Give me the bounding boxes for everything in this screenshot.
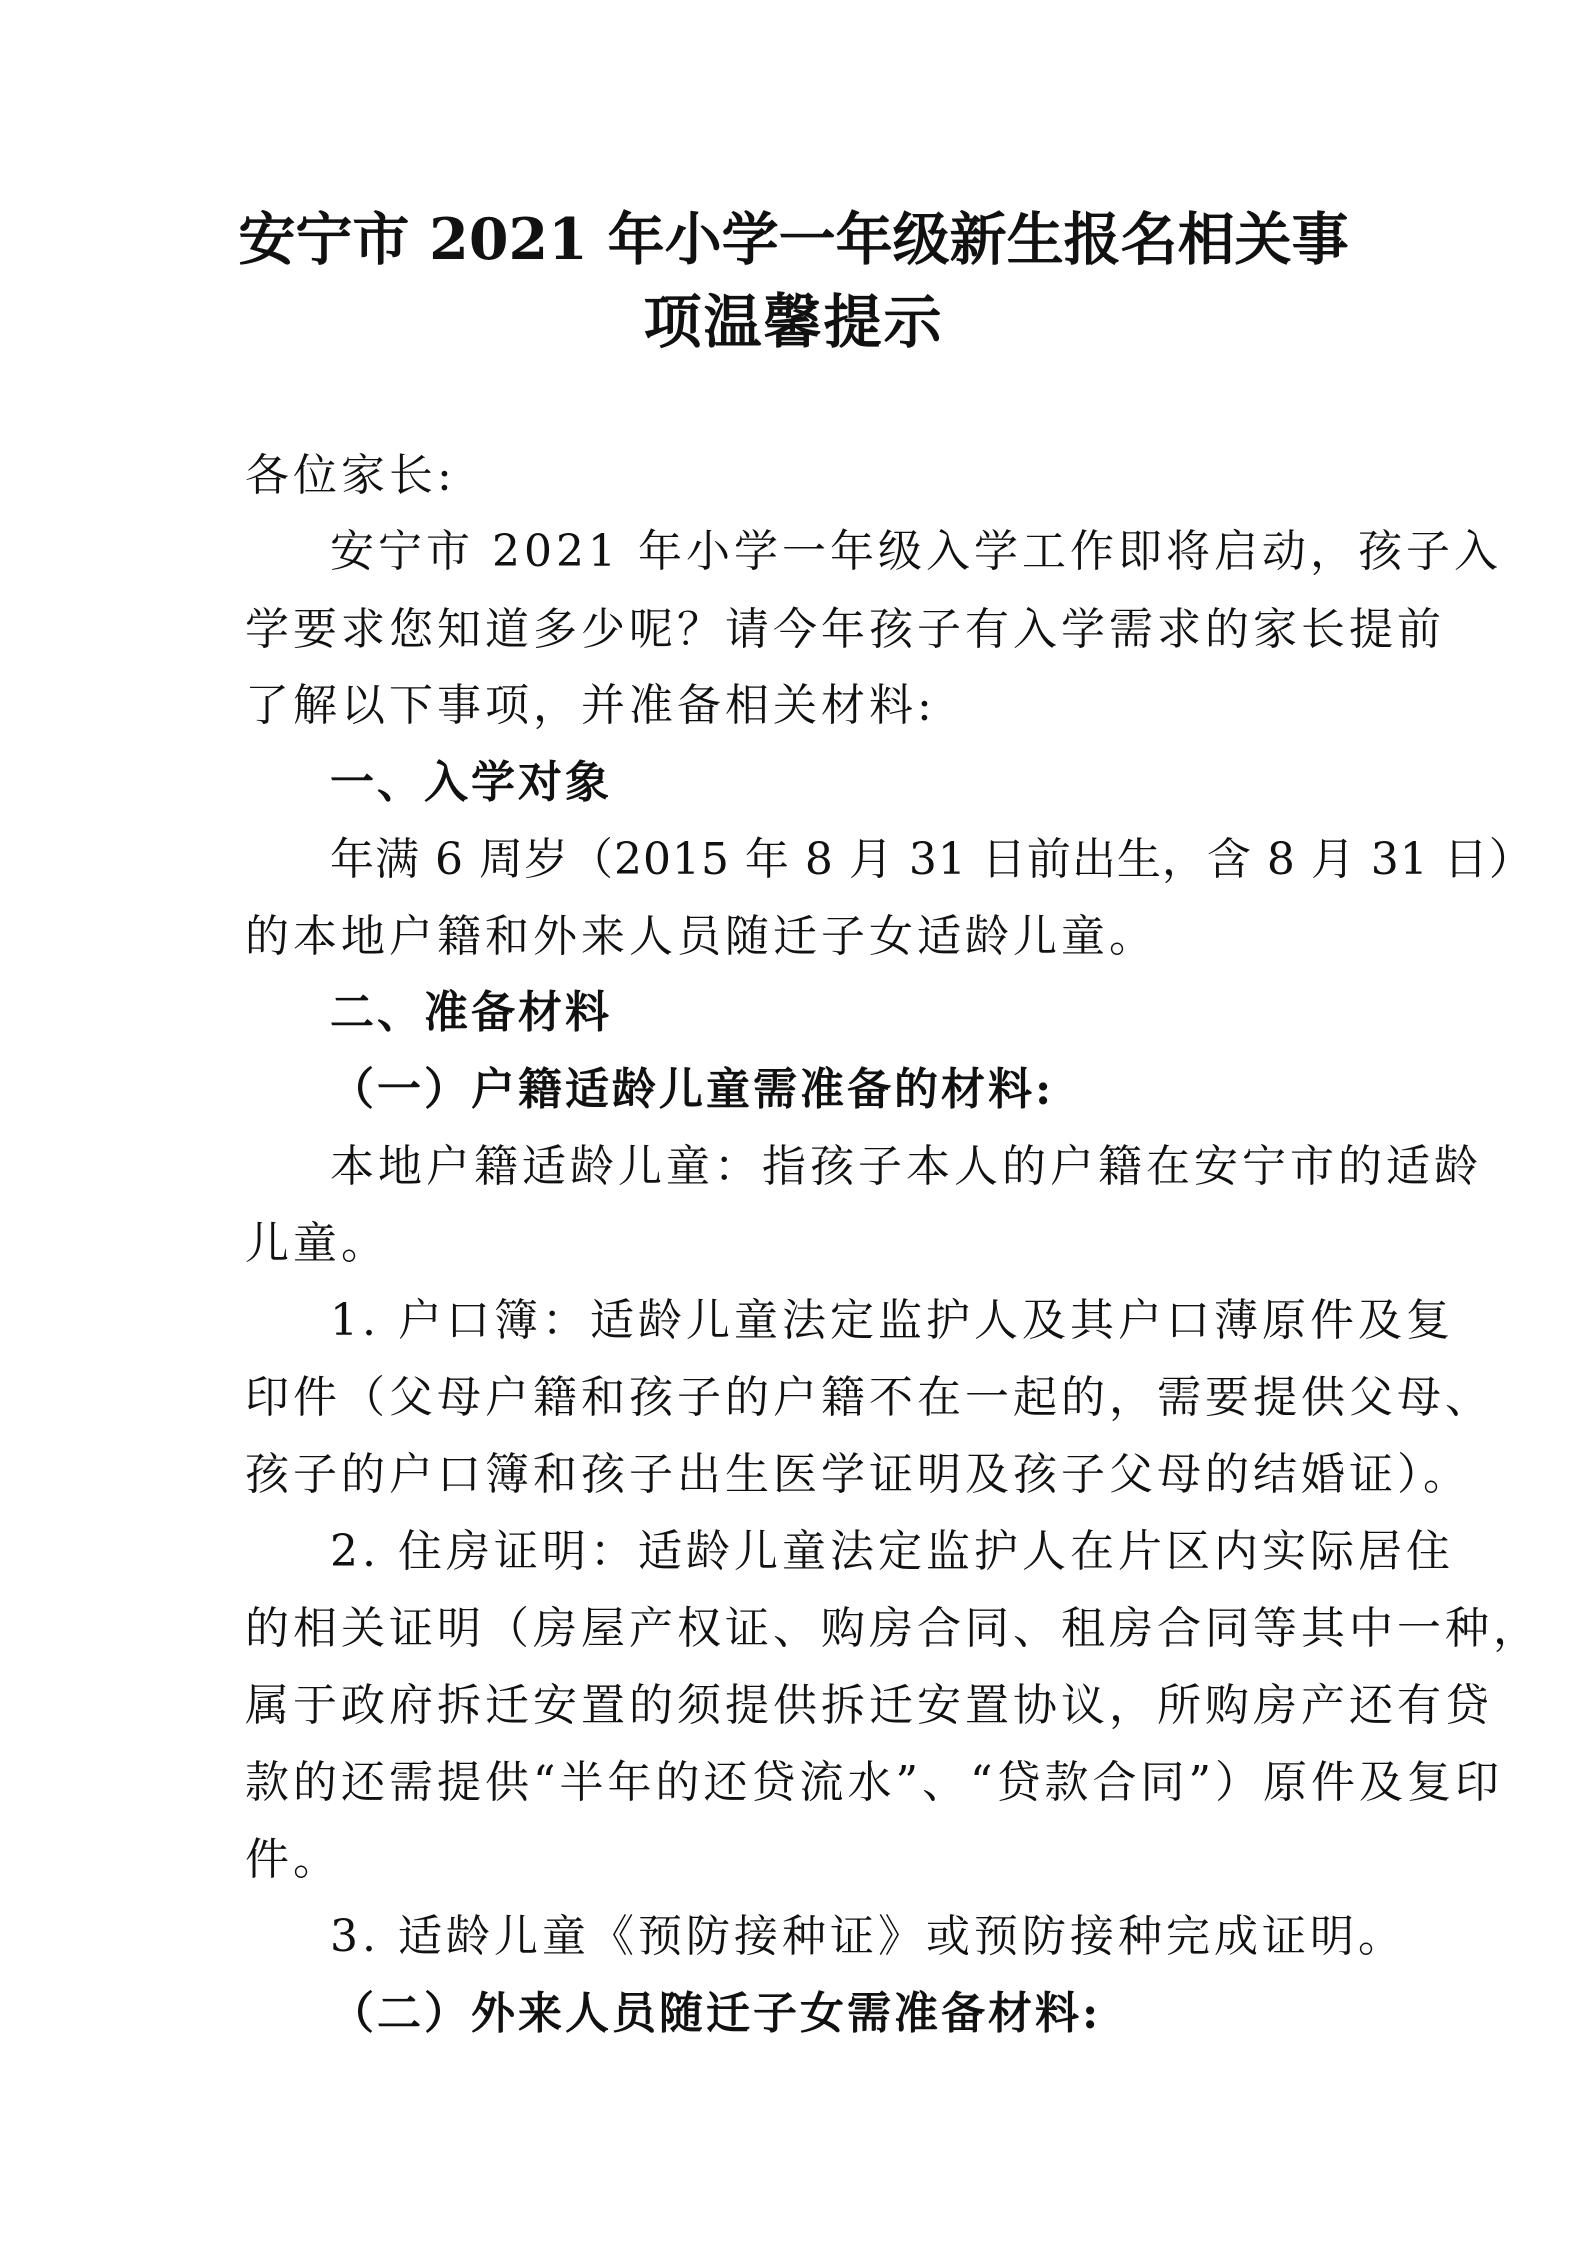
section-1-body-line-2: 的本地户籍和外来人员随迁子女适龄儿童。	[245, 911, 1157, 962]
item-2-line-3: 属于政府拆迁安置的须提供拆迁安置协议，所购房产还有贷	[245, 1680, 1493, 1731]
item-3: 3. 适龄儿童《预防接种证》或预防接种完成证明。	[330, 1911, 1406, 1962]
document-title-line-1: 安宁市 2021 年小学一年级新生报名相关事	[238, 206, 1349, 273]
intro-line-3: 了解以下事项，并准备相关材料:	[245, 680, 936, 731]
item-2-line-2: 的相关证明（房屋产权证、购房合同、租房合同等其中一种，	[245, 1603, 1541, 1654]
subsection-1-intro-line-1: 本地户籍适龄儿童：指孩子本人的户籍在安宁市的适龄	[330, 1141, 1482, 1192]
subsection-1-heading: （一）户籍适龄儿童需准备的材料:	[330, 1064, 1055, 1115]
greeting: 各位家长:	[245, 450, 456, 501]
intro-line-2: 学要求您知道多少呢？请今年孩子有入学需求的家长提前	[245, 604, 1445, 655]
item-2-line-5: 件。	[245, 1834, 341, 1885]
item-1-line-1: 1. 户口簿：适龄儿童法定监护人及其户口薄原件及复	[330, 1295, 1454, 1346]
document-title-line-2: 项温馨提示	[643, 288, 944, 356]
item-1-line-2: 印件（父母户籍和孩子的户籍不在一起的，需要提供父母、	[245, 1372, 1493, 1423]
intro-line-1: 安宁市 2021 年小学一年级入学工作即将启动，孩子入	[330, 526, 1502, 577]
subsection-2-heading: （二）外来人员随迁子女需准备材料:	[330, 1988, 1102, 2039]
item-2-line-4: 款的还需提供“半年的还贷流水”、“贷款合同”）原件及复印	[245, 1757, 1503, 1808]
subsection-1-intro-line-2: 儿童。	[245, 1218, 389, 1269]
item-1-line-3: 孩子的户口簿和孩子出生医学证明及孩子父母的结婚证）。	[245, 1449, 1471, 1500]
section-1-body-line-1: 年满 6 周岁（2015 年 8 月 31 日前出生，含 8 月 31 日）	[330, 834, 1534, 885]
section-1-heading: 一、入学对象	[330, 757, 612, 808]
section-2-heading: 二、准备材料	[330, 987, 612, 1038]
item-2-line-1: 2. 住房证明：适龄儿童法定监护人在片区内实际居住	[330, 1526, 1454, 1577]
